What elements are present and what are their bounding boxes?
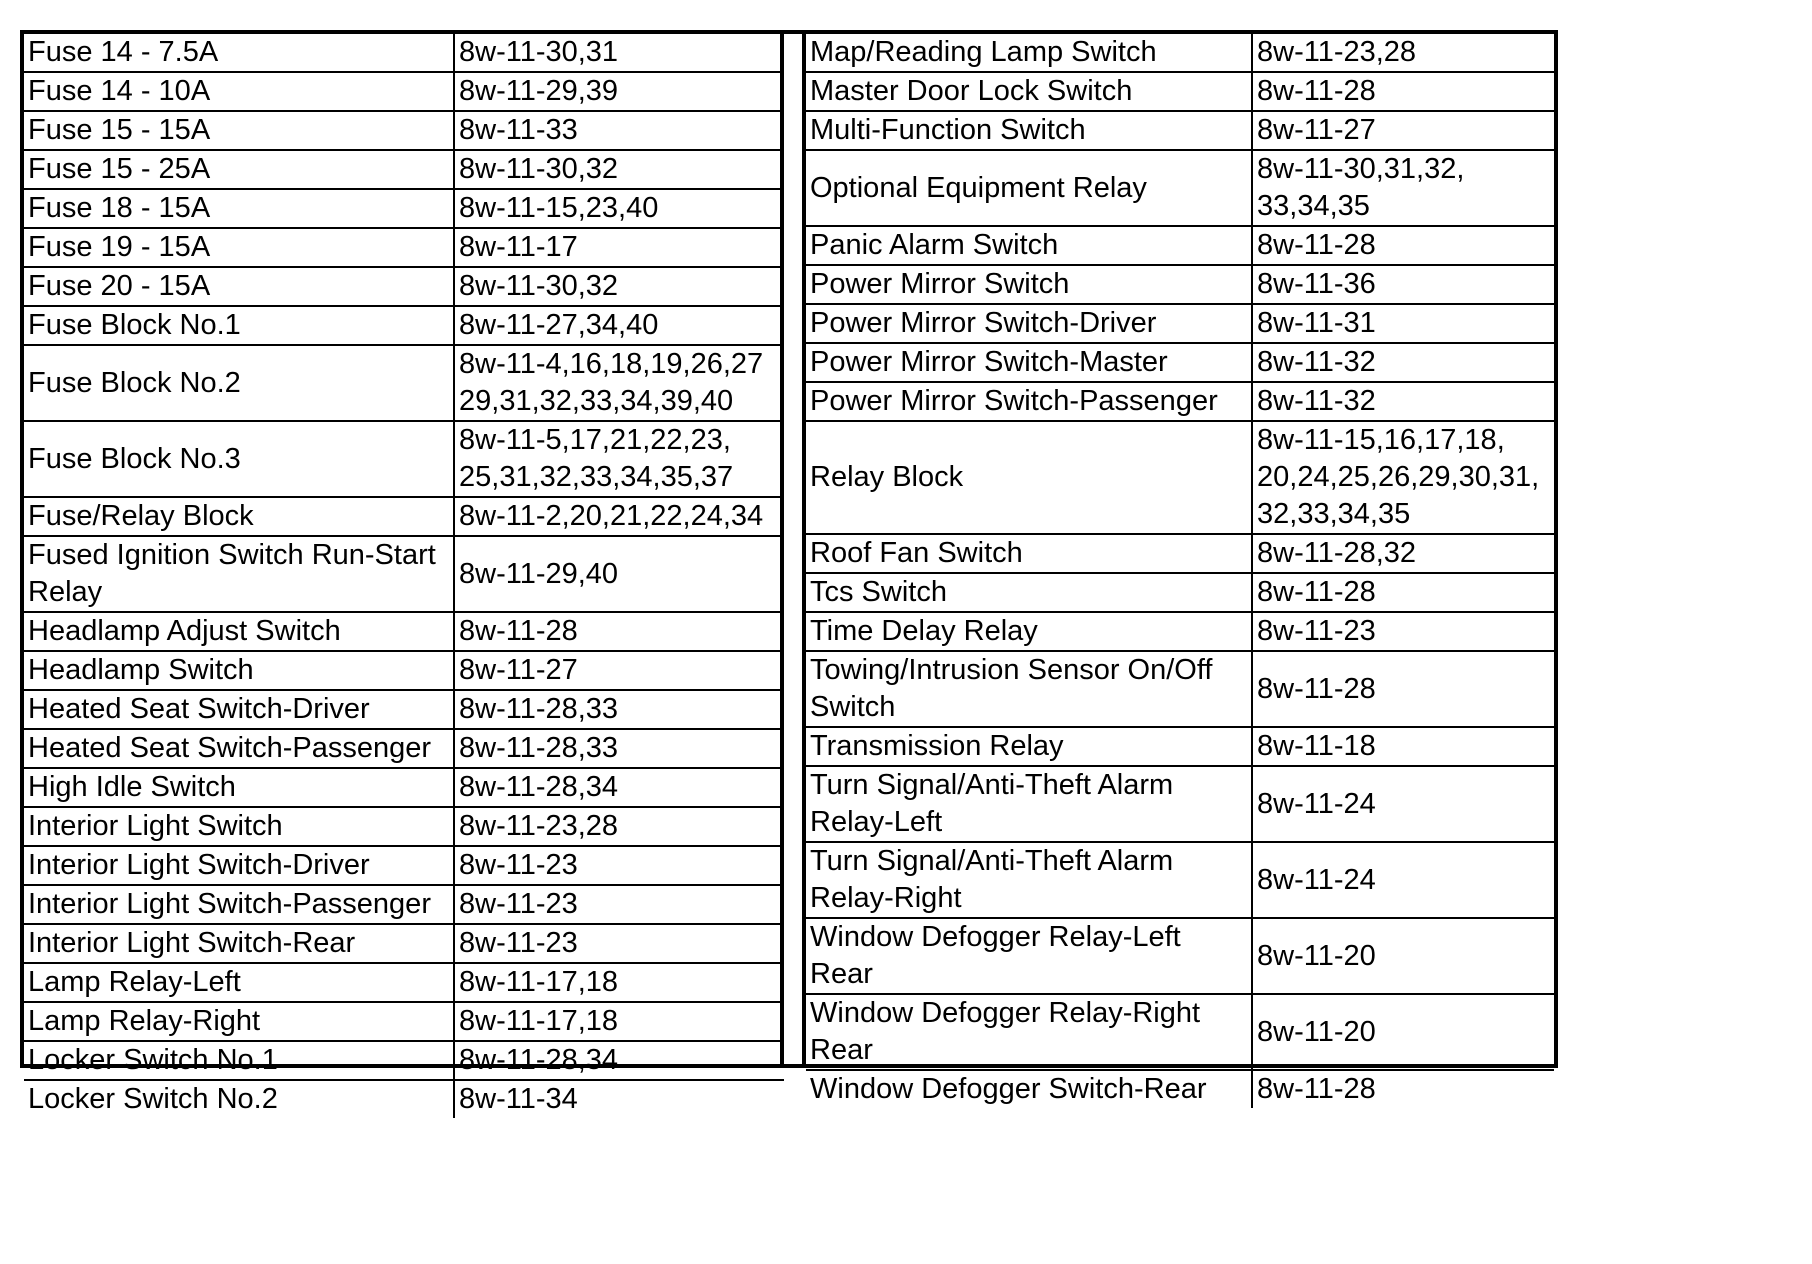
component-cell: Transmission Relay: [806, 727, 1252, 766]
pages-cell: 8w-11-24: [1252, 766, 1554, 842]
table-row: [24, 150, 784, 189]
pages-cell: 8w-11-5,17,21,22,23, 25,31,32,33,34,35,37: [454, 421, 784, 497]
pages-cell: 8w-11-31: [1252, 304, 1554, 343]
pages-cell: 8w-11-18: [1252, 727, 1554, 766]
pages-cell: 8w-11-28: [1252, 1070, 1554, 1108]
table-row: [806, 651, 1554, 727]
table-row: [806, 573, 1554, 612]
component-cell: Headlamp Adjust Switch: [24, 612, 454, 651]
table-row: [806, 994, 1554, 1070]
table-row: [806, 265, 1554, 304]
component-cell: Map/Reading Lamp Switch: [806, 34, 1252, 72]
component-cell: Optional Equipment Relay: [806, 150, 1252, 226]
table-row: [806, 842, 1554, 918]
table-row: [806, 34, 1554, 72]
table-row: [806, 343, 1554, 382]
table-row: [806, 727, 1554, 766]
component-cell: Fuse 14 - 10A: [24, 72, 454, 111]
pages-cell: 8w-11-28: [454, 612, 784, 651]
component-cell: Fuse Block No.2: [24, 345, 454, 421]
component-cell: Headlamp Switch: [24, 651, 454, 690]
table-row: [24, 1080, 784, 1118]
component-cell: Fuse Block No.3: [24, 421, 454, 497]
table-row: [24, 729, 784, 768]
table-row: [24, 885, 784, 924]
pages-cell: 8w-11-23: [454, 846, 784, 885]
component-cell: Towing/Intrusion Sensor On/Off Switch: [806, 651, 1252, 727]
component-cell: Multi-Function Switch: [806, 111, 1252, 150]
table-row: [24, 306, 784, 345]
component-cell: Heated Seat Switch-Passenger: [24, 729, 454, 768]
pages-cell: 8w-11-28: [1252, 573, 1554, 612]
component-index-table: [20, 30, 1558, 1115]
pages-cell: 8w-11-28,34: [454, 1041, 784, 1080]
component-cell: Fuse 20 - 15A: [24, 267, 454, 306]
pages-cell: 8w-11-4,16,18,19,26,27 29,31,32,33,34,39,40: [454, 345, 784, 421]
component-cell: Interior Light Switch: [24, 807, 454, 846]
right-column: [806, 34, 1554, 1105]
pages-cell: 8w-11-36: [1252, 265, 1554, 304]
component-cell: Interior Light Switch-Driver: [24, 846, 454, 885]
table-row: [24, 189, 784, 228]
pages-cell: 8w-11-28,33: [454, 729, 784, 768]
table-row: [806, 111, 1554, 150]
pages-cell: 8w-11-20: [1252, 994, 1554, 1070]
table-row: [806, 304, 1554, 343]
component-cell: Fuse 14 - 7.5A: [24, 34, 454, 72]
pages-cell: 8w-11-17,18: [454, 1002, 784, 1041]
pages-cell: 8w-11-34: [454, 1080, 784, 1118]
pages-cell: 8w-11-27: [1252, 111, 1554, 150]
component-cell: Locker Switch No.1: [24, 1041, 454, 1080]
table-row: [24, 807, 784, 846]
table-row: [24, 1041, 784, 1080]
table-row: [24, 497, 784, 536]
pages-cell: 8w-11-28,33: [454, 690, 784, 729]
table-row: [806, 226, 1554, 265]
component-cell: Tcs Switch: [806, 573, 1252, 612]
pages-cell: 8w-11-28: [1252, 226, 1554, 265]
component-cell: Fuse Block No.1: [24, 306, 454, 345]
table-row: [24, 421, 784, 497]
component-cell: Panic Alarm Switch: [806, 226, 1252, 265]
pages-cell: 8w-11-17: [454, 228, 784, 267]
component-cell: Heated Seat Switch-Driver: [24, 690, 454, 729]
component-cell: Roof Fan Switch: [806, 534, 1252, 573]
pages-cell: 8w-11-2,20,21,22,24,34: [454, 497, 784, 536]
component-cell: Fuse 15 - 15A: [24, 111, 454, 150]
left-column: [24, 34, 784, 1115]
component-cell: Locker Switch No.2: [24, 1080, 454, 1118]
component-cell: Power Mirror Switch-Master: [806, 343, 1252, 382]
component-cell: Turn Signal/Anti-Theft Alarm Relay-Right: [806, 842, 1252, 918]
pages-cell: 8w-11-30,31,32, 33,34,35: [1252, 150, 1554, 226]
pages-cell: 8w-11-30,32: [454, 150, 784, 189]
component-cell: Window Defogger Relay-Left Rear: [806, 918, 1252, 994]
component-cell: Fuse 19 - 15A: [24, 228, 454, 267]
table-row: [806, 766, 1554, 842]
left-table: [24, 34, 784, 1118]
component-cell: Master Door Lock Switch: [806, 72, 1252, 111]
table-row: [24, 690, 784, 729]
pages-cell: 8w-11-29,40: [454, 536, 784, 612]
component-cell: Window Defogger Switch-Rear: [806, 1070, 1252, 1108]
component-cell: Fused Ignition Switch Run-Start Relay: [24, 536, 454, 612]
pages-cell: 8w-11-30,31: [454, 34, 784, 72]
pages-cell: 8w-11-23,28: [1252, 34, 1554, 72]
table-row: [24, 1002, 784, 1041]
component-cell: High Idle Switch: [24, 768, 454, 807]
component-cell: Fuse 18 - 15A: [24, 189, 454, 228]
component-cell: Turn Signal/Anti-Theft Alarm Relay-Left: [806, 766, 1252, 842]
pages-cell: 8w-11-28,32: [1252, 534, 1554, 573]
table-row: [24, 34, 784, 72]
pages-cell: 8w-11-27: [454, 651, 784, 690]
table-row: [24, 228, 784, 267]
pages-cell: 8w-11-28: [1252, 72, 1554, 111]
pages-cell: 8w-11-23: [1252, 612, 1554, 651]
table-row: [24, 267, 784, 306]
table-row: [24, 111, 784, 150]
component-cell: Interior Light Switch-Rear: [24, 924, 454, 963]
pages-cell: 8w-11-29,39: [454, 72, 784, 111]
table-row: [24, 846, 784, 885]
component-cell: Time Delay Relay: [806, 612, 1252, 651]
component-cell: Interior Light Switch-Passenger: [24, 885, 454, 924]
table-row: [806, 382, 1554, 421]
component-cell: Fuse 15 - 25A: [24, 150, 454, 189]
pages-cell: 8w-11-17,18: [454, 963, 784, 1002]
component-cell: Power Mirror Switch: [806, 265, 1252, 304]
component-cell: Power Mirror Switch-Driver: [806, 304, 1252, 343]
table-row: [24, 536, 784, 612]
table-row: [24, 768, 784, 807]
component-cell: Lamp Relay-Right: [24, 1002, 454, 1041]
pages-cell: 8w-11-27,34,40: [454, 306, 784, 345]
pages-cell: 8w-11-20: [1252, 918, 1554, 994]
table-row: [806, 1070, 1554, 1108]
pages-cell: 8w-11-23,28: [454, 807, 784, 846]
table-row: [24, 924, 784, 963]
pages-cell: 8w-11-24: [1252, 842, 1554, 918]
pages-cell: 8w-11-32: [1252, 382, 1554, 421]
pages-cell: 8w-11-28,34: [454, 768, 784, 807]
pages-cell: 8w-11-15,16,17,18, 20,24,25,26,29,30,31, 32,33,34,35: [1252, 421, 1554, 534]
component-cell: Relay Block: [806, 421, 1252, 534]
component-cell: Fuse/Relay Block: [24, 497, 454, 536]
table-row: [24, 345, 784, 421]
pages-cell: 8w-11-23: [454, 885, 784, 924]
table-row: [24, 963, 784, 1002]
pages-cell: 8w-11-33: [454, 111, 784, 150]
pages-cell: 8w-11-30,32: [454, 267, 784, 306]
column-divider: [780, 34, 806, 1064]
component-cell: Power Mirror Switch-Passenger: [806, 382, 1252, 421]
right-table: [806, 34, 1554, 1108]
table-row: [806, 534, 1554, 573]
table-row: [806, 72, 1554, 111]
pages-cell: 8w-11-15,23,40: [454, 189, 784, 228]
table-row: [806, 918, 1554, 994]
table-row: [24, 612, 784, 651]
pages-cell: 8w-11-28: [1252, 651, 1554, 727]
table-row: [24, 651, 784, 690]
pages-cell: 8w-11-32: [1252, 343, 1554, 382]
table-row: [806, 421, 1554, 534]
table-row: [806, 150, 1554, 226]
pages-cell: 8w-11-23: [454, 924, 784, 963]
table-row: [24, 72, 784, 111]
component-cell: Window Defogger Relay-Right Rear: [806, 994, 1252, 1070]
component-cell: Lamp Relay-Left: [24, 963, 454, 1002]
table-row: [806, 612, 1554, 651]
